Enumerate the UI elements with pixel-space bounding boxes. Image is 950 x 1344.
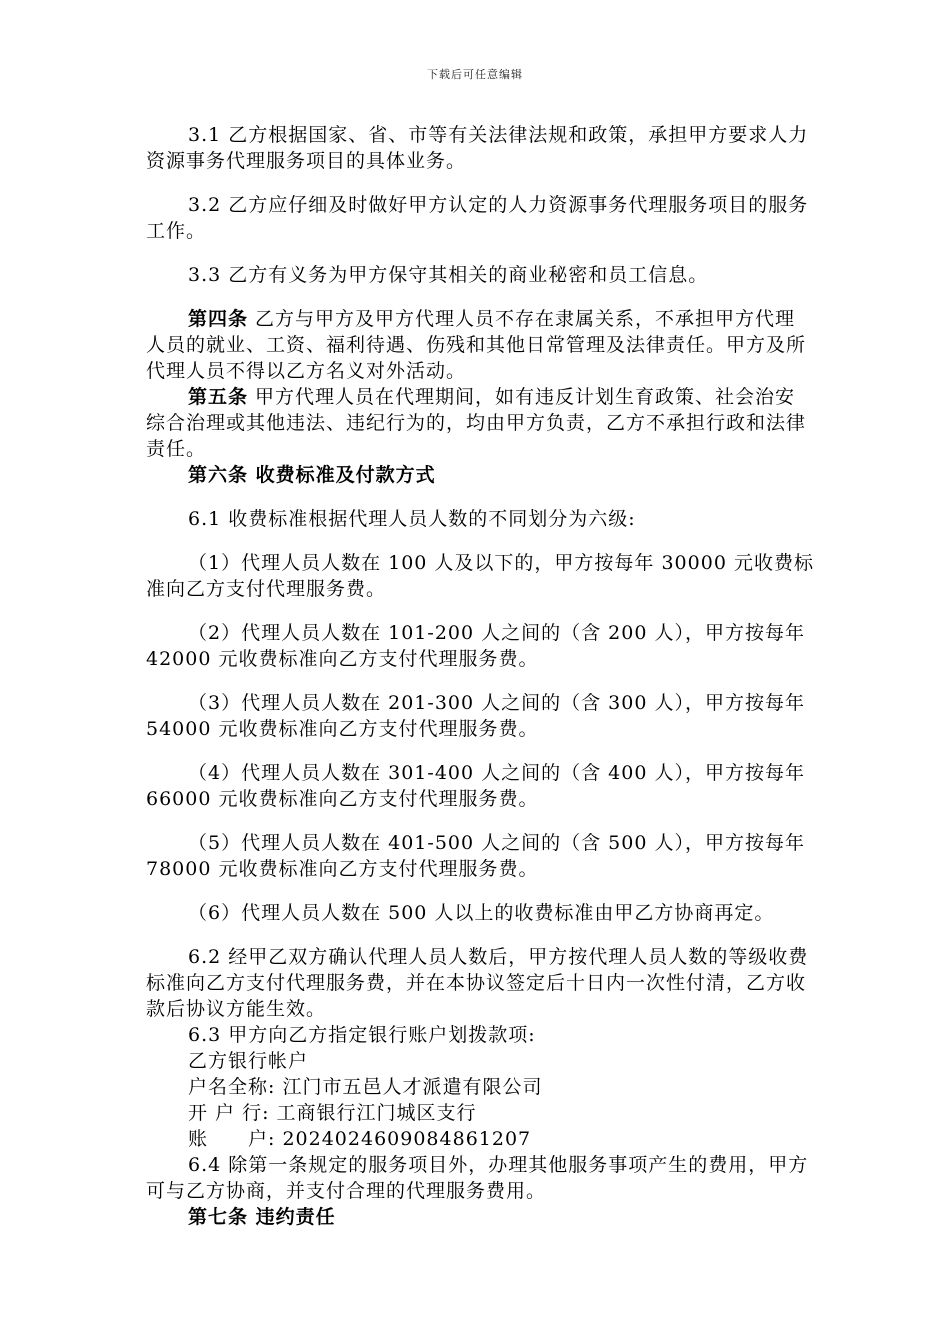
fee-tier-6: （6）代理人员人数在 500 人以上的收费标准由甲乙方协商再定。 <box>188 902 775 924</box>
article-6-heading: 第六条 收费标准及付款方式 <box>188 464 436 486</box>
clause-6-2: 6.2 经甲乙双方确认代理人员人数后，甲方按代理人员人数的等级收费标准向乙方支付代理服务费，并在本协议签定后十日内一次性付清，乙方收款后协议方能生效。 <box>146 946 809 1020</box>
article-4 <box>146 306 814 384</box>
clause-6-1: 6.1 收费标准根据代理人员人数的不同划分为六级: <box>188 508 636 530</box>
bank-account-row <box>146 1126 814 1152</box>
clause-3-1: 3.1 乙方根据国家、省、市等有关法律法规和政策，承担甲方要求人力资源事务代理服务项目的具体业务。 <box>146 124 809 172</box>
bank-name-value: 江门市五邑人才派遣有限公司 <box>282 1076 543 1098</box>
clause-6-3: 6.3 甲方向乙方指定银行账户划拨款项: <box>188 1024 536 1046</box>
page-header: 下载后可任意编辑 <box>427 68 523 81</box>
article-5 <box>146 384 814 462</box>
bank-name-label: 户名全称: <box>188 1076 276 1098</box>
bank-account-label: 账 户: <box>188 1128 276 1150</box>
fee-tier-1: （1）代理人员人数在 100 人及以下的，甲方按每年 30000 元收费标准向乙方支付代理服务费。 <box>146 552 814 600</box>
bank-branch-value: 工商银行江门城区支行 <box>276 1102 477 1124</box>
article-4-text: 乙方与甲方及甲方代理人员不存在隶属关系，不承担甲方代理人员的就业、工资、福利待遇、伤残和其他日常管理及法律责任。甲方及所代理人员不得以乙方名义对外活动。 <box>146 308 807 382</box>
clause-3-3: 3.3 乙方有义务为甲方保守其相关的商业秘密和员工信息。 <box>188 264 709 286</box>
article-4-title: 第四条 <box>188 308 249 330</box>
bank-branch-label: 开 户 行: <box>188 1102 270 1124</box>
bank-account-value: 2024024609084861207 <box>282 1128 532 1150</box>
bank-account-title: 乙方银行帐户 <box>188 1050 309 1072</box>
clause-6-4: 6.4 除第一条规定的服务项目外，办理其他服务事项产生的费用，甲方可与乙方协商，并支付合理的代理服务费用。 <box>146 1154 809 1202</box>
article-7-heading: 第七条 违约责任 <box>188 1206 336 1228</box>
bank-branch-row <box>146 1100 814 1126</box>
fee-tier-3: （3）代理人员人数在 201-300 人之间的（含 300 人），甲方按每年 54000 元收费标准向乙方支付代理服务费。 <box>146 692 805 740</box>
fee-tier-2: （2）代理人员人数在 101-200 人之间的（含 200 人），甲方按每年 42000 元收费标准向乙方支付代理服务费。 <box>146 622 805 670</box>
fee-tier-4: （4）代理人员人数在 301-400 人之间的（含 400 人），甲方按每年 66000 元收费标准向乙方支付代理服务费。 <box>146 762 805 810</box>
fee-tier-5: （5）代理人员人数在 401-500 人之间的（含 500 人），甲方按每年 78000 元收费标准向乙方支付代理服务费。 <box>146 832 805 880</box>
clause-3-2: 3.2 乙方应仔细及时做好甲方认定的人力资源事务代理服务项目的服务工作。 <box>146 194 809 242</box>
bank-name-row <box>146 1074 814 1100</box>
article-5-text: 甲方代理人员在代理期间，如有违反计划生育政策、社会治安综合治理或其他违法、违纪行为的，均由甲方负责，乙方不承担行政和法律责任。 <box>146 386 807 460</box>
article-5-title: 第五条 <box>188 386 249 408</box>
document-body <box>146 122 814 1230</box>
